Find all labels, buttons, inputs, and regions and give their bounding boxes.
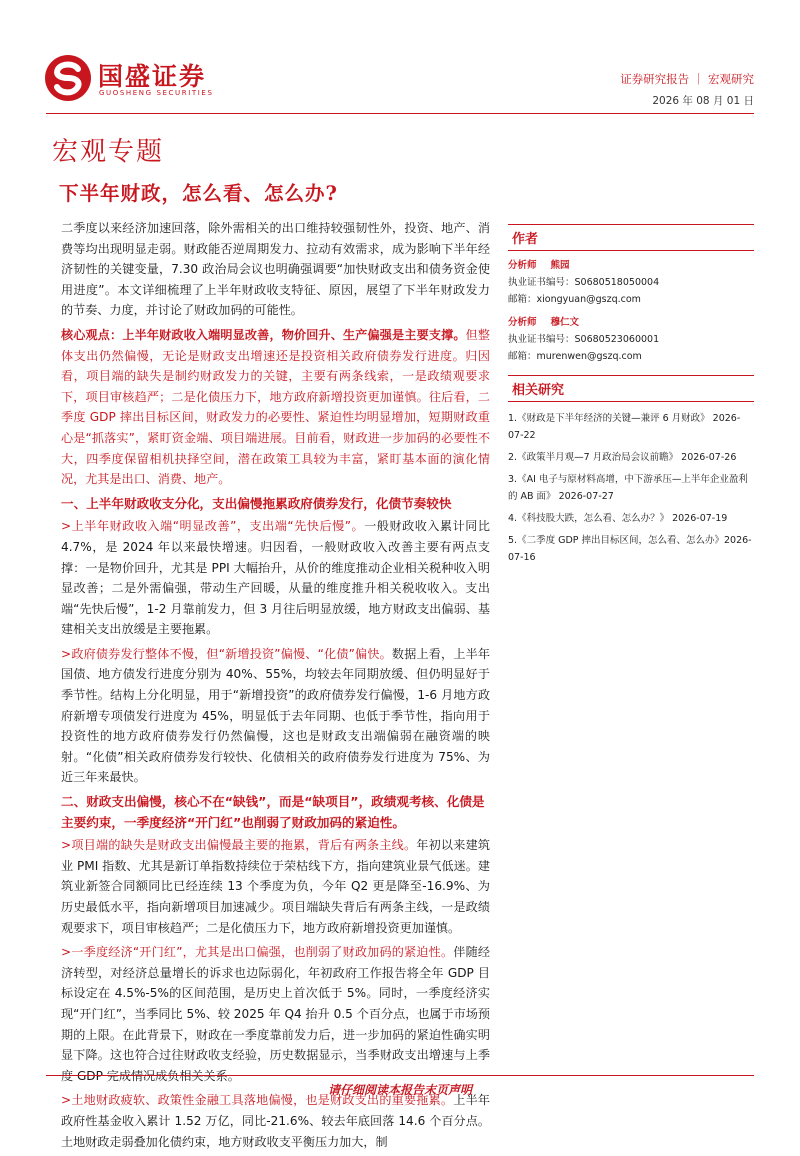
analyst-block (508, 314, 754, 365)
header-divider (46, 113, 754, 114)
core-view-lead: 上半年财政收入端明显改善，物价回升、生产偏强是主要支撑。 (122, 327, 466, 342)
paragraph-4 (61, 942, 490, 1086)
analyst-email-link[interactable]: murenwen@gszq.com (536, 351, 642, 362)
brand-name-en: GUOSHENG SECURITIES (99, 89, 214, 97)
report-type: 证券研究报告 ｜ 宏观研究 (620, 72, 754, 86)
related-research-title: 相关研究 (508, 375, 754, 402)
intro-paragraph: 二季度以来经济加速回落，除外需相关的出口维持较强韧性外，投资、地产、消费等均出现明显走弱。财政能否逆周期发力、拉动有效需求，成为影响下半年经济韧性的关键变量，7.30 政治局会议也明确强调要“加快财政支出和债务资金使用进度”。本文详细梳理了上半年财政收支特征、原因，展望了下半年财政发力的节奏、力度，并讨论了财政加码的可能性。 (61, 221, 490, 318)
core-view-text: 但整体支出仍然偏慢，无论是财政支出增速还是投资相关政府债券发行进度。归因看，项目端的缺失是制约财政发力的关键，主要有两条线索，一是政绩观要求下，项目审核趋严；二是化债压力下，地方政府新增投资更加谨慎。往后看，二季度 GDP 摔出目标区间，财政发力的必要性、紧迫性均明显增加，短期财政重心是“抓落实”，紧盯资金端、项目端进展。目前看，财政进一步加码的必要性不大，四季度保留相机抉择空间，潜在政策工具较为丰富，紧盯基本面的演化情况，尤其是出口、消费、地产。 (61, 327, 490, 487)
brand-name-cn: 国盛证券 (98, 62, 207, 91)
analyst-name: 穆仁文 (550, 317, 580, 328)
paragraph-3-lead: >项目端的缺失是财政支出偏慢最主要的拖累，背后有两条主线。 (61, 838, 417, 853)
cert-label: 执业证书编号： (508, 277, 575, 288)
section-heading-1: 一、上半年财政收支分化，支出偏慢拖累政府债券发行，化债节奏较快 (61, 495, 452, 511)
report-date: 2026 年 08 月 01 日 (652, 95, 754, 107)
analyst-role: 分析师 (508, 317, 537, 328)
related-research-item[interactable]: 3.《AI 电子与原材料高增，中下游承压—上半年企业盈利的 AB 面》 2026-07-27 (508, 474, 748, 502)
report-headline: 下半年财政，怎么看、怎么办? (59, 182, 338, 205)
main-content (61, 218, 490, 1156)
related-research-item[interactable]: 4.《科技股大跌，怎么看、怎么办？》 2026-07-19 (508, 513, 728, 524)
paragraph-5-text: 上半年政府性基金收入累计 1.52 万亿，同比-21.6%、较去年底回落 14.6 个百分点。土地财政走弱叠加化债约束，地方财政收支平衡压力加大，制 (61, 1093, 490, 1149)
paragraph-2-lead: >政府债券发行整体不慢，但“新增投资”偏慢、“化债”偏快。 (61, 646, 392, 661)
cert-label: 执业证书编号： (508, 334, 575, 345)
core-view-paragraph (61, 325, 490, 490)
related-research-item[interactable]: 5.《二季度 GDP 摔出目标区间，怎么看、怎么办》2026-07-16 (508, 535, 752, 563)
core-view-label: 核心观点： (61, 327, 123, 342)
sidebar (508, 224, 754, 571)
authors-title: 作者 (508, 224, 754, 251)
cert-number: S0680518050004 (574, 277, 660, 288)
footer-disclaimer: 请仔细阅读本报告末页声明 (327, 1083, 472, 1097)
paragraph-3-text: 年初以来建筑业 PMI 指数、尤其是新订单指数持续位于荣枯线下方，指向建筑业景气低迷。建筑业新签合同额同比已经连续 13 个季度为负，今年 Q2 更是降至-16.9%、为历史最低水平，指向新增项目加速减少。项目端缺失背后有两条主线，一是政绩观要求下，项目审核趋严；二是化债压力下，地方政府新增投资更加谨慎。 (61, 838, 490, 935)
email-label: 邮箱： (508, 351, 537, 362)
related-research-item[interactable]: 2.《政策半月观—7 月政治局会议前瞻》 2026-07-26 (508, 452, 737, 463)
analyst-email-link[interactable]: xiongyuan@gszq.com (536, 294, 641, 305)
email-label: 邮箱： (508, 294, 537, 305)
cert-number: S0680523060001 (574, 334, 660, 345)
paragraph-5 (61, 1090, 490, 1152)
paragraph-1-text: 一般财政收入累计同比 4.7%，是 2024 年以来最快增速。归因看，一般财政收入改善主要有两点支撑：一是物价回升，尤其是 PPI 大幅抬升，从价的维度推动企业相关税种收入明显改善；二是外需偏强，带动生产回暖，从量的维度推升相关税收收入。支出端“先快后慢”，1-2 月靠前发力，但 3 月往后明显放缓，地方财政支出偏弱、基建相关支出放缓是主要拖累。 (61, 519, 490, 637)
paragraph-2 (61, 644, 490, 788)
footer-divider (46, 1075, 754, 1076)
paragraph-5-lead: >土地财政疲软、政策性金融工具落地偏慢，也是财政支出的重要拖累。 (61, 1093, 454, 1108)
analyst-name: 熊园 (550, 260, 570, 271)
analyst-role: 分析师 (508, 260, 537, 271)
related-research-list (508, 410, 754, 566)
paragraph-3 (61, 835, 490, 938)
related-research-item[interactable]: 1.《财政是下半年经济的关键—兼评 6 月财政》 2026-07-22 (508, 413, 741, 441)
section-title: 宏观专题 (52, 137, 165, 167)
section-heading-2: 二、财政支出偏慢，核心不在“缺钱”，而是“缺项目”，政绩观考核、化债是主要约束，一季度经济“开门红”也削弱了财政加码的紧迫性。 (61, 794, 485, 830)
paragraph-2-text: 数据上看，上半年国债、地方债发行进度分别为 40%、55%，均较去年同期放缓、但仍明显好于季节性。结构上分化明显，用于“新增投资”的政府债券发行偏慢，1-6 月地方政府新增专项债发行进度为 45%，明显低于去年同期、也低于季节性，指向用于投资性的地方政府债券发行仍然偏慢，这也是财政支出端偏弱在融资端的映射。“化债”相关政府债券发行较快、化债相关的政府债券发行进度为 75%、为近三年来最快。 (61, 646, 490, 785)
paragraph-1 (61, 516, 490, 640)
paragraph-1-lead: >上半年财政收入端“明显改善”，支出端“先快后慢”。 (61, 519, 365, 534)
paragraph-4-lead: >一季度经济“开门红”，尤其是出口偏强，也削弱了财政加码的紧迫性。 (61, 945, 454, 960)
guosheng-logo-icon (44, 54, 92, 102)
analyst-block (508, 257, 754, 308)
paragraph-4-text: 伴随经济转型，对经济总量增长的诉求也边际弱化，年初政府工作报告将全年 GDP 目标设定在 4.5%-5%的区间范围，是历史上首次低于 5%。同时，一季度经济实现“开门红”，当季同比 5%、较 2025 年 Q4 抬升 0.5 个百分点，也属于市场预期的上限。在此背景下，财政在一季度靠前发力后，进一步加码的紧迫性确实明显下降。这也符合过往财政收支经验，历史数据显示，当季财政支出增速与上季度 GDP 完成情况成负相关关系。 (61, 945, 490, 1083)
